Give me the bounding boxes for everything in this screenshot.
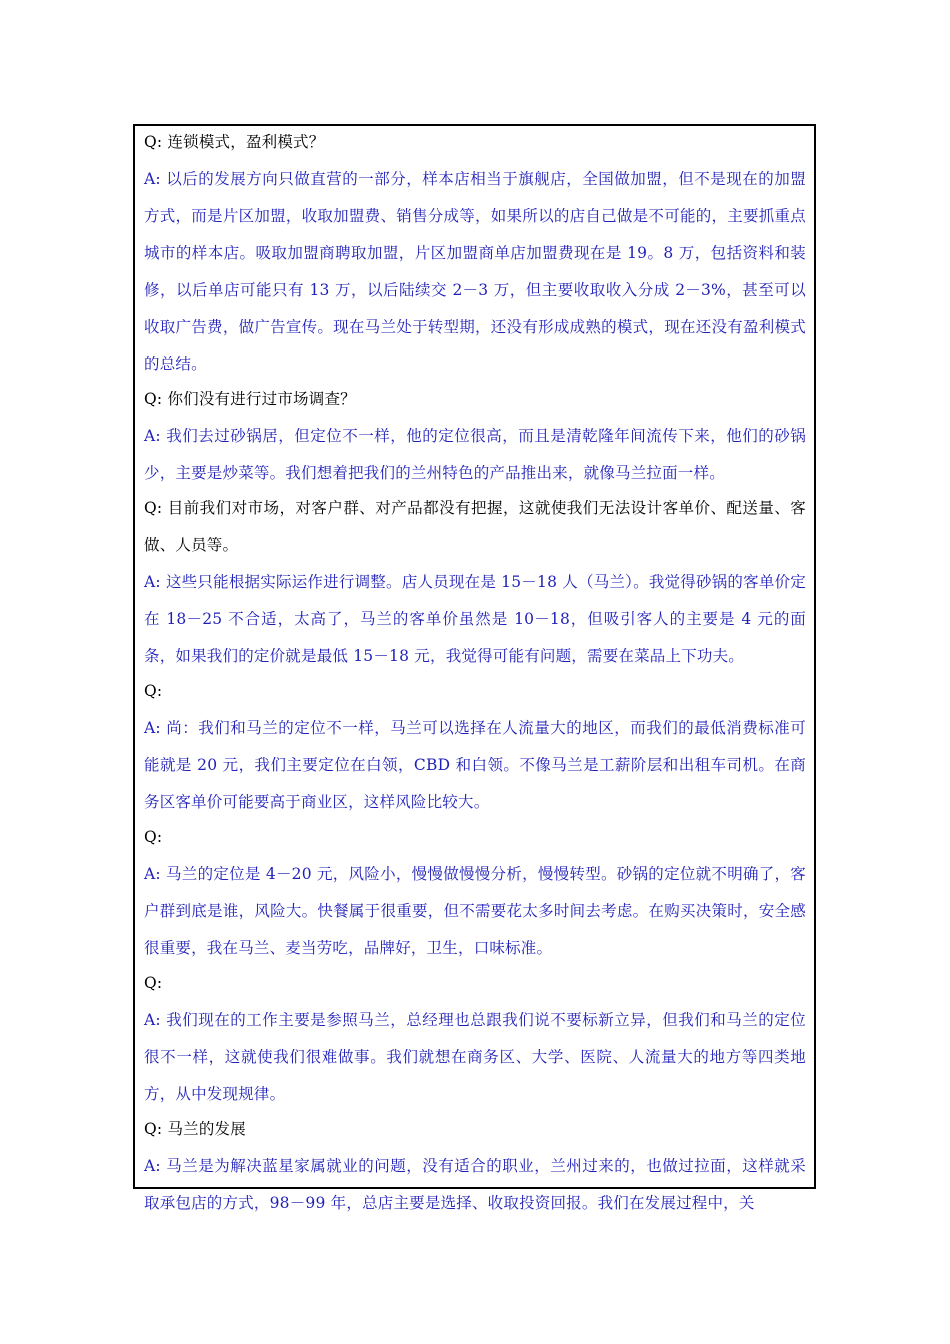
question-5: Q: [144,828,163,846]
answer-7: A: 马兰是为解决蓝星家属就业的问题，没有适合的职业，兰州过来的，也做过拉面，这样就采取承包店的方式，98－99 年，总店主要是选择、收取投资回报。我们在发展过程中，关 [144,1157,806,1212]
qa-table-frame [133,124,816,1212]
question-7: Q: 马兰的发展 [144,1120,246,1138]
question-2: Q: 你们没有进行过市场调查？ [144,390,356,408]
answer-2: A: 我们去过砂锅居，但定位不一样，他的定位很高，而且是清乾隆年间流传下来，他们的砂锅少，主要是炒菜等。我们想着把我们的兰州特色的产品推出来，就像马兰拉面一样。 [144,427,806,482]
answer-6: A: 我们现在的工作主要是参照马兰，总经理也总跟我们说不要标新立异，但我们和马兰的定位很不一样，这就使我们很难做事。我们就想在商务区、大学、医院、人流量大的地方等四类地方，从中发现规律。 [144,1011,806,1103]
answer-5: A: 马兰的定位是 4－20 元，风险小，慢慢做慢慢分析，慢慢转型。砂锅的定位就不明确了，客户群到底是谁，风险大。快餐属于很重要，但不需要花太多时间去考虑。在购买决策时，安全感很重要，我在马兰、麦当劳吃，品牌好，卫生，口味标准。 [144,865,806,957]
question-4: Q: [144,682,163,700]
answer-1: A: 以后的发展方向只做直营的一部分，样本店相当于旗舰店，全国做加盟，但不是现在的加盟方式，而是片区加盟，收取加盟费、销售分成等，如果所以的店自己做是不可能的，主要抓重点城市的样本店。吸取加盟商聘取加盟，片区加盟商单店加盟费现在是 19。8 万，包括资料和装修，以后单店可能只有 13 万，以后陆续交 2－3 万，但主要收取收入分成 2－3%，甚至可以收取广告费，做广告宣传。现在马兰处于转型期，还没有形成成熟的模式，现在还没有盈利模式的总结。 [144,170,806,373]
question-6: Q: [144,974,163,992]
qa-content [135,124,814,1222]
question-3: Q: 目前我们对市场，对客户群、对产品都没有把握，这就使我们无法设计客单价、配送量、客做、人员等。 [144,499,806,554]
answer-4: A: 尚：我们和马兰的定位不一样，马兰可以选择在人流量大的地区，而我们的最低消费标准可能就是 20 元，我们主要定位在白领，CBD 和白领。不像马兰是工薪阶层和出租车司机。在商务区客单价可能要高于商业区，这样风险比较大。 [144,719,806,811]
question-1: Q: 连锁模式，盈利模式？ [144,133,325,151]
answer-3: A: 这些只能根据实际运作进行调整。店人员现在是 15－18 人（马兰）。我觉得砂锅的客单价定在 18－25 不合适，太高了，马兰的客单价虽然是 10－18，但吸引客人的主要是 4 元的面条，如果我们的定价就是最低 15－18 元，我觉得可能有问题，需要在菜品上下功夫。 [144,573,806,665]
